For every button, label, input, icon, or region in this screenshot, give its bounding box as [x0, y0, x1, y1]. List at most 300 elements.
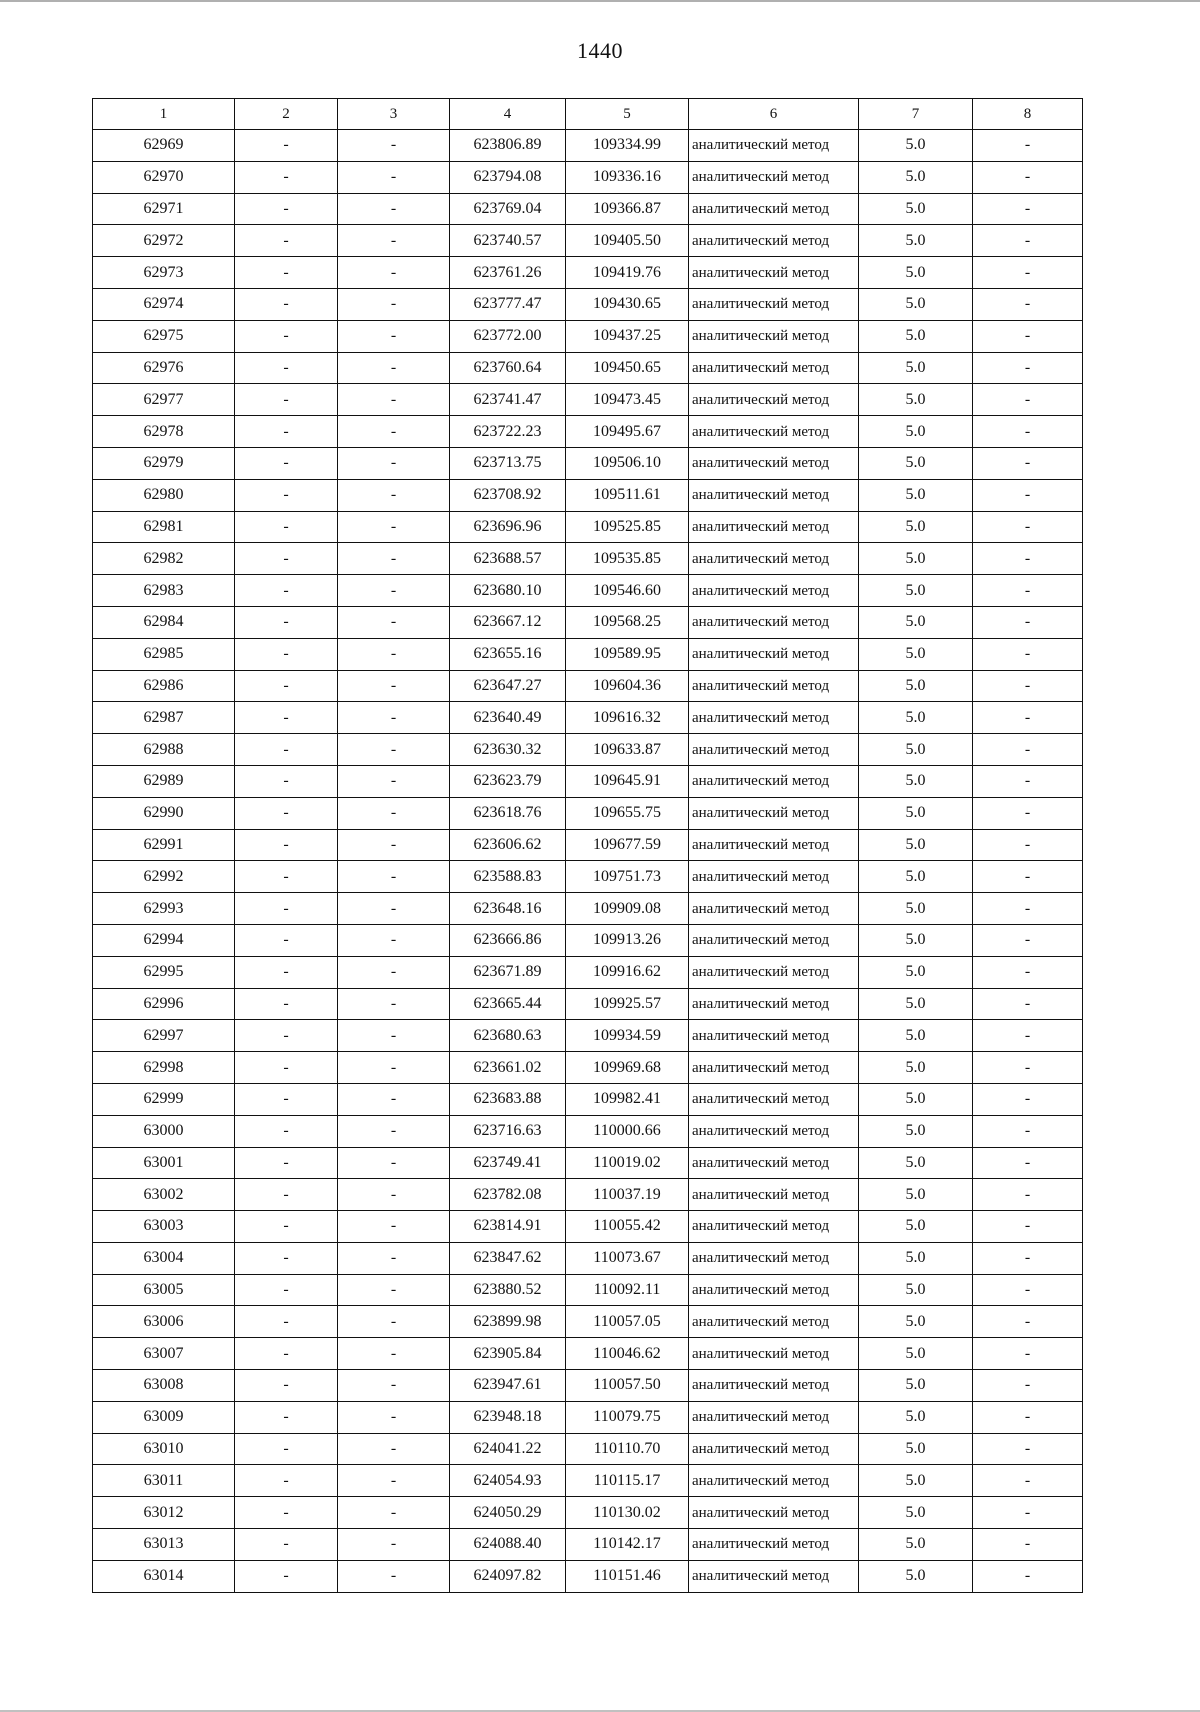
table-row [93, 130, 1083, 162]
method-cell: аналитический метод [689, 1370, 859, 1402]
table-row [93, 1560, 1083, 1592]
accuracy-cell: 5.0 [859, 638, 973, 670]
accuracy-cell: 5.0 [859, 606, 973, 638]
col3-cell: - [338, 447, 450, 479]
y-coordinate-cell: 109616.32 [566, 702, 689, 734]
x-coordinate-cell: 623772.00 [450, 320, 566, 352]
y-coordinate-cell: 110000.66 [566, 1115, 689, 1147]
col2-cell: - [235, 1052, 338, 1084]
point-id-cell: 62983 [93, 575, 235, 607]
column-header-1: 1 [93, 99, 235, 130]
table-row [93, 1211, 1083, 1243]
table-row [93, 893, 1083, 925]
x-coordinate-cell: 623640.49 [450, 702, 566, 734]
col8-cell: - [973, 320, 1083, 352]
accuracy-cell: 5.0 [859, 1433, 973, 1465]
col2-cell: - [235, 1179, 338, 1211]
point-id-cell: 62975 [93, 320, 235, 352]
col8-cell: - [973, 1052, 1083, 1084]
y-coordinate-cell: 109334.99 [566, 130, 689, 162]
method-cell: аналитический метод [689, 511, 859, 543]
point-id-cell: 63011 [93, 1465, 235, 1497]
table-row [93, 479, 1083, 511]
x-coordinate-cell: 623749.41 [450, 1147, 566, 1179]
accuracy-cell: 5.0 [859, 352, 973, 384]
col8-cell: - [973, 416, 1083, 448]
table-row [93, 1306, 1083, 1338]
table-header [93, 99, 1083, 130]
col3-cell: - [338, 130, 450, 162]
col8-cell: - [973, 130, 1083, 162]
col3-cell: - [338, 765, 450, 797]
method-cell: аналитический метод [689, 575, 859, 607]
table-row [93, 1147, 1083, 1179]
column-header-3: 3 [338, 99, 450, 130]
method-cell: аналитический метод [689, 1497, 859, 1529]
x-coordinate-cell: 623630.32 [450, 734, 566, 766]
table-row [93, 1179, 1083, 1211]
col8-cell: - [973, 670, 1083, 702]
point-id-cell: 62979 [93, 447, 235, 479]
method-cell: аналитический метод [689, 543, 859, 575]
x-coordinate-cell: 624088.40 [450, 1529, 566, 1561]
col8-cell: - [973, 1529, 1083, 1561]
x-coordinate-cell: 623647.27 [450, 670, 566, 702]
col8-cell: - [973, 1147, 1083, 1179]
method-cell: аналитический метод [689, 1052, 859, 1084]
x-coordinate-cell: 623777.47 [450, 288, 566, 320]
point-id-cell: 62985 [93, 638, 235, 670]
col2-cell: - [235, 511, 338, 543]
col8-cell: - [973, 1211, 1083, 1243]
y-coordinate-cell: 110073.67 [566, 1242, 689, 1274]
x-coordinate-cell: 623814.91 [450, 1211, 566, 1243]
y-coordinate-cell: 109450.65 [566, 352, 689, 384]
x-coordinate-cell: 623948.18 [450, 1401, 566, 1433]
x-coordinate-cell: 623671.89 [450, 956, 566, 988]
point-id-cell: 63007 [93, 1338, 235, 1370]
table-row [93, 702, 1083, 734]
table-row [93, 829, 1083, 861]
accuracy-cell: 5.0 [859, 384, 973, 416]
y-coordinate-cell: 109430.65 [566, 288, 689, 320]
method-cell: аналитический метод [689, 1306, 859, 1338]
point-id-cell: 62993 [93, 893, 235, 925]
col8-cell: - [973, 797, 1083, 829]
col3-cell: - [338, 193, 450, 225]
method-cell: аналитический метод [689, 1274, 859, 1306]
method-cell: аналитический метод [689, 988, 859, 1020]
y-coordinate-cell: 109419.76 [566, 257, 689, 289]
col8-cell: - [973, 384, 1083, 416]
col8-cell: - [973, 702, 1083, 734]
col8-cell: - [973, 956, 1083, 988]
col8-cell: - [973, 1274, 1083, 1306]
point-id-cell: 63003 [93, 1211, 235, 1243]
x-coordinate-cell: 623696.96 [450, 511, 566, 543]
col2-cell: - [235, 1083, 338, 1115]
accuracy-cell: 5.0 [859, 861, 973, 893]
col8-cell: - [973, 575, 1083, 607]
y-coordinate-cell: 109437.25 [566, 320, 689, 352]
col3-cell: - [338, 956, 450, 988]
col2-cell: - [235, 575, 338, 607]
col3-cell: - [338, 924, 450, 956]
x-coordinate-cell: 623648.16 [450, 893, 566, 925]
col2-cell: - [235, 320, 338, 352]
method-cell: аналитический метод [689, 352, 859, 384]
scan-edge-top [0, 0, 1200, 2]
accuracy-cell: 5.0 [859, 765, 973, 797]
y-coordinate-cell: 110055.42 [566, 1211, 689, 1243]
point-id-cell: 63013 [93, 1529, 235, 1561]
accuracy-cell: 5.0 [859, 956, 973, 988]
x-coordinate-cell: 623806.89 [450, 130, 566, 162]
col3-cell: - [338, 893, 450, 925]
col2-cell: - [235, 893, 338, 925]
method-cell: аналитический метод [689, 193, 859, 225]
accuracy-cell: 5.0 [859, 416, 973, 448]
method-cell: аналитический метод [689, 257, 859, 289]
point-id-cell: 62980 [93, 479, 235, 511]
method-cell: аналитический метод [689, 447, 859, 479]
x-coordinate-cell: 623606.62 [450, 829, 566, 861]
x-coordinate-cell: 623623.79 [450, 765, 566, 797]
method-cell: аналитический метод [689, 765, 859, 797]
accuracy-cell: 5.0 [859, 225, 973, 257]
y-coordinate-cell: 109982.41 [566, 1083, 689, 1115]
accuracy-cell: 5.0 [859, 1052, 973, 1084]
col3-cell: - [338, 511, 450, 543]
y-coordinate-cell: 109604.36 [566, 670, 689, 702]
col2-cell: - [235, 416, 338, 448]
col2-cell: - [235, 447, 338, 479]
column-header-8: 8 [973, 99, 1083, 130]
table-row [93, 511, 1083, 543]
y-coordinate-cell: 110037.19 [566, 1179, 689, 1211]
y-coordinate-cell: 110151.46 [566, 1560, 689, 1592]
table-row [93, 257, 1083, 289]
col2-cell: - [235, 257, 338, 289]
x-coordinate-cell: 623760.64 [450, 352, 566, 384]
accuracy-cell: 5.0 [859, 670, 973, 702]
col8-cell: - [973, 638, 1083, 670]
col3-cell: - [338, 1560, 450, 1592]
col8-cell: - [973, 161, 1083, 193]
col8-cell: - [973, 1020, 1083, 1052]
y-coordinate-cell: 109535.85 [566, 543, 689, 575]
point-id-cell: 62984 [93, 606, 235, 638]
point-id-cell: 62982 [93, 543, 235, 575]
col3-cell: - [338, 575, 450, 607]
x-coordinate-cell: 623716.63 [450, 1115, 566, 1147]
col3-cell: - [338, 988, 450, 1020]
accuracy-cell: 5.0 [859, 988, 973, 1020]
accuracy-cell: 5.0 [859, 1529, 973, 1561]
col2-cell: - [235, 288, 338, 320]
point-id-cell: 62971 [93, 193, 235, 225]
accuracy-cell: 5.0 [859, 1338, 973, 1370]
table-row [93, 1433, 1083, 1465]
accuracy-cell: 5.0 [859, 1020, 973, 1052]
col3-cell: - [338, 1465, 450, 1497]
col2-cell: - [235, 988, 338, 1020]
table-row [93, 288, 1083, 320]
point-id-cell: 63006 [93, 1306, 235, 1338]
table-row [93, 1083, 1083, 1115]
column-header-7: 7 [859, 99, 973, 130]
point-id-cell: 63012 [93, 1497, 235, 1529]
col2-cell: - [235, 1401, 338, 1433]
col2-cell: - [235, 384, 338, 416]
y-coordinate-cell: 110115.17 [566, 1465, 689, 1497]
col3-cell: - [338, 479, 450, 511]
col3-cell: - [338, 1529, 450, 1561]
method-cell: аналитический метод [689, 861, 859, 893]
col2-cell: - [235, 638, 338, 670]
table-row [93, 1052, 1083, 1084]
method-cell: аналитический метод [689, 384, 859, 416]
col3-cell: - [338, 1370, 450, 1402]
x-coordinate-cell: 623680.63 [450, 1020, 566, 1052]
method-cell: аналитический метод [689, 956, 859, 988]
x-coordinate-cell: 623655.16 [450, 638, 566, 670]
x-coordinate-cell: 623947.61 [450, 1370, 566, 1402]
col2-cell: - [235, 765, 338, 797]
col3-cell: - [338, 1497, 450, 1529]
col8-cell: - [973, 765, 1083, 797]
table-row [93, 1529, 1083, 1561]
col2-cell: - [235, 130, 338, 162]
y-coordinate-cell: 109495.67 [566, 416, 689, 448]
accuracy-cell: 5.0 [859, 1465, 973, 1497]
col8-cell: - [973, 606, 1083, 638]
col2-cell: - [235, 956, 338, 988]
table-row [93, 797, 1083, 829]
accuracy-cell: 5.0 [859, 257, 973, 289]
method-cell: аналитический метод [689, 606, 859, 638]
accuracy-cell: 5.0 [859, 924, 973, 956]
col2-cell: - [235, 1370, 338, 1402]
col8-cell: - [973, 861, 1083, 893]
column-header-2: 2 [235, 99, 338, 130]
table-row [93, 861, 1083, 893]
col3-cell: - [338, 384, 450, 416]
col3-cell: - [338, 797, 450, 829]
col8-cell: - [973, 924, 1083, 956]
method-cell: аналитический метод [689, 797, 859, 829]
x-coordinate-cell: 623847.62 [450, 1242, 566, 1274]
col2-cell: - [235, 1560, 338, 1592]
col2-cell: - [235, 1497, 338, 1529]
col3-cell: - [338, 288, 450, 320]
col8-cell: - [973, 352, 1083, 384]
method-cell: аналитический метод [689, 1560, 859, 1592]
table-row [93, 193, 1083, 225]
col8-cell: - [973, 511, 1083, 543]
method-cell: аналитический метод [689, 670, 859, 702]
col8-cell: - [973, 447, 1083, 479]
col8-cell: - [973, 1497, 1083, 1529]
col8-cell: - [973, 479, 1083, 511]
x-coordinate-cell: 623905.84 [450, 1338, 566, 1370]
accuracy-cell: 5.0 [859, 161, 973, 193]
coordinates-table-container [92, 98, 1082, 1593]
table-row [93, 161, 1083, 193]
accuracy-cell: 5.0 [859, 1497, 973, 1529]
x-coordinate-cell: 623708.92 [450, 479, 566, 511]
table-row [93, 734, 1083, 766]
method-cell: аналитический метод [689, 1465, 859, 1497]
col3-cell: - [338, 1211, 450, 1243]
col2-cell: - [235, 924, 338, 956]
method-cell: аналитический метод [689, 416, 859, 448]
col3-cell: - [338, 829, 450, 861]
col2-cell: - [235, 606, 338, 638]
point-id-cell: 63008 [93, 1370, 235, 1402]
point-id-cell: 63002 [93, 1179, 235, 1211]
accuracy-cell: 5.0 [859, 1401, 973, 1433]
x-coordinate-cell: 623680.10 [450, 575, 566, 607]
method-cell: аналитический метод [689, 1401, 859, 1433]
col3-cell: - [338, 1274, 450, 1306]
col2-cell: - [235, 225, 338, 257]
table-row [93, 575, 1083, 607]
table-row [93, 956, 1083, 988]
y-coordinate-cell: 109925.57 [566, 988, 689, 1020]
point-id-cell: 62972 [93, 225, 235, 257]
accuracy-cell: 5.0 [859, 797, 973, 829]
col2-cell: - [235, 193, 338, 225]
y-coordinate-cell: 109366.87 [566, 193, 689, 225]
x-coordinate-cell: 623740.57 [450, 225, 566, 257]
col8-cell: - [973, 193, 1083, 225]
table-row [93, 320, 1083, 352]
method-cell: аналитический метод [689, 320, 859, 352]
col3-cell: - [338, 734, 450, 766]
method-cell: аналитический метод [689, 225, 859, 257]
col8-cell: - [973, 543, 1083, 575]
x-coordinate-cell: 623683.88 [450, 1083, 566, 1115]
accuracy-cell: 5.0 [859, 575, 973, 607]
y-coordinate-cell: 109655.75 [566, 797, 689, 829]
column-header-5: 5 [566, 99, 689, 130]
method-cell: аналитический метод [689, 161, 859, 193]
y-coordinate-cell: 110110.70 [566, 1433, 689, 1465]
x-coordinate-cell: 624054.93 [450, 1465, 566, 1497]
y-coordinate-cell: 109677.59 [566, 829, 689, 861]
col2-cell: - [235, 797, 338, 829]
accuracy-cell: 5.0 [859, 1211, 973, 1243]
method-cell: аналитический метод [689, 924, 859, 956]
col8-cell: - [973, 1465, 1083, 1497]
accuracy-cell: 5.0 [859, 1560, 973, 1592]
y-coordinate-cell: 110057.50 [566, 1370, 689, 1402]
point-id-cell: 63004 [93, 1242, 235, 1274]
method-cell: аналитический метод [689, 893, 859, 925]
table-row [93, 1370, 1083, 1402]
page-number: 1440 [577, 38, 623, 63]
accuracy-cell: 5.0 [859, 893, 973, 925]
point-id-cell: 62973 [93, 257, 235, 289]
table-row [93, 225, 1083, 257]
y-coordinate-cell: 109336.16 [566, 161, 689, 193]
col8-cell: - [973, 1179, 1083, 1211]
col3-cell: - [338, 543, 450, 575]
col3-cell: - [338, 1115, 450, 1147]
accuracy-cell: 5.0 [859, 1242, 973, 1274]
col2-cell: - [235, 1529, 338, 1561]
x-coordinate-cell: 624050.29 [450, 1497, 566, 1529]
point-id-cell: 62994 [93, 924, 235, 956]
method-cell: аналитический метод [689, 734, 859, 766]
table-body [93, 130, 1083, 1593]
col3-cell: - [338, 352, 450, 384]
table-row [93, 447, 1083, 479]
point-id-cell: 62969 [93, 130, 235, 162]
method-cell: аналитический метод [689, 829, 859, 861]
col8-cell: - [973, 1306, 1083, 1338]
accuracy-cell: 5.0 [859, 543, 973, 575]
col8-cell: - [973, 988, 1083, 1020]
col3-cell: - [338, 606, 450, 638]
y-coordinate-cell: 109546.60 [566, 575, 689, 607]
method-cell: аналитический метод [689, 1179, 859, 1211]
point-id-cell: 62986 [93, 670, 235, 702]
col3-cell: - [338, 1401, 450, 1433]
point-id-cell: 63001 [93, 1147, 235, 1179]
x-coordinate-cell: 623667.12 [450, 606, 566, 638]
accuracy-cell: 5.0 [859, 511, 973, 543]
point-id-cell: 63005 [93, 1274, 235, 1306]
col8-cell: - [973, 1242, 1083, 1274]
table-row [93, 384, 1083, 416]
y-coordinate-cell: 109633.87 [566, 734, 689, 766]
col3-cell: - [338, 1147, 450, 1179]
table-row [93, 352, 1083, 384]
table-row [93, 1465, 1083, 1497]
table-row [93, 988, 1083, 1020]
accuracy-cell: 5.0 [859, 734, 973, 766]
point-id-cell: 62988 [93, 734, 235, 766]
col8-cell: - [973, 1083, 1083, 1115]
col2-cell: - [235, 1433, 338, 1465]
point-id-cell: 62995 [93, 956, 235, 988]
col3-cell: - [338, 1083, 450, 1115]
x-coordinate-cell: 623713.75 [450, 447, 566, 479]
y-coordinate-cell: 110079.75 [566, 1401, 689, 1433]
accuracy-cell: 5.0 [859, 320, 973, 352]
col3-cell: - [338, 1052, 450, 1084]
point-id-cell: 62990 [93, 797, 235, 829]
y-coordinate-cell: 109916.62 [566, 956, 689, 988]
method-cell: аналитический метод [689, 1211, 859, 1243]
y-coordinate-cell: 109506.10 [566, 447, 689, 479]
col8-cell: - [973, 1115, 1083, 1147]
table-row [93, 765, 1083, 797]
method-cell: аналитический метод [689, 1115, 859, 1147]
col3-cell: - [338, 1306, 450, 1338]
header-row [93, 99, 1083, 130]
method-cell: аналитический метод [689, 638, 859, 670]
accuracy-cell: 5.0 [859, 1147, 973, 1179]
col3-cell: - [338, 1242, 450, 1274]
point-id-cell: 62989 [93, 765, 235, 797]
point-id-cell: 62976 [93, 352, 235, 384]
col3-cell: - [338, 257, 450, 289]
x-coordinate-cell: 623899.98 [450, 1306, 566, 1338]
col2-cell: - [235, 734, 338, 766]
